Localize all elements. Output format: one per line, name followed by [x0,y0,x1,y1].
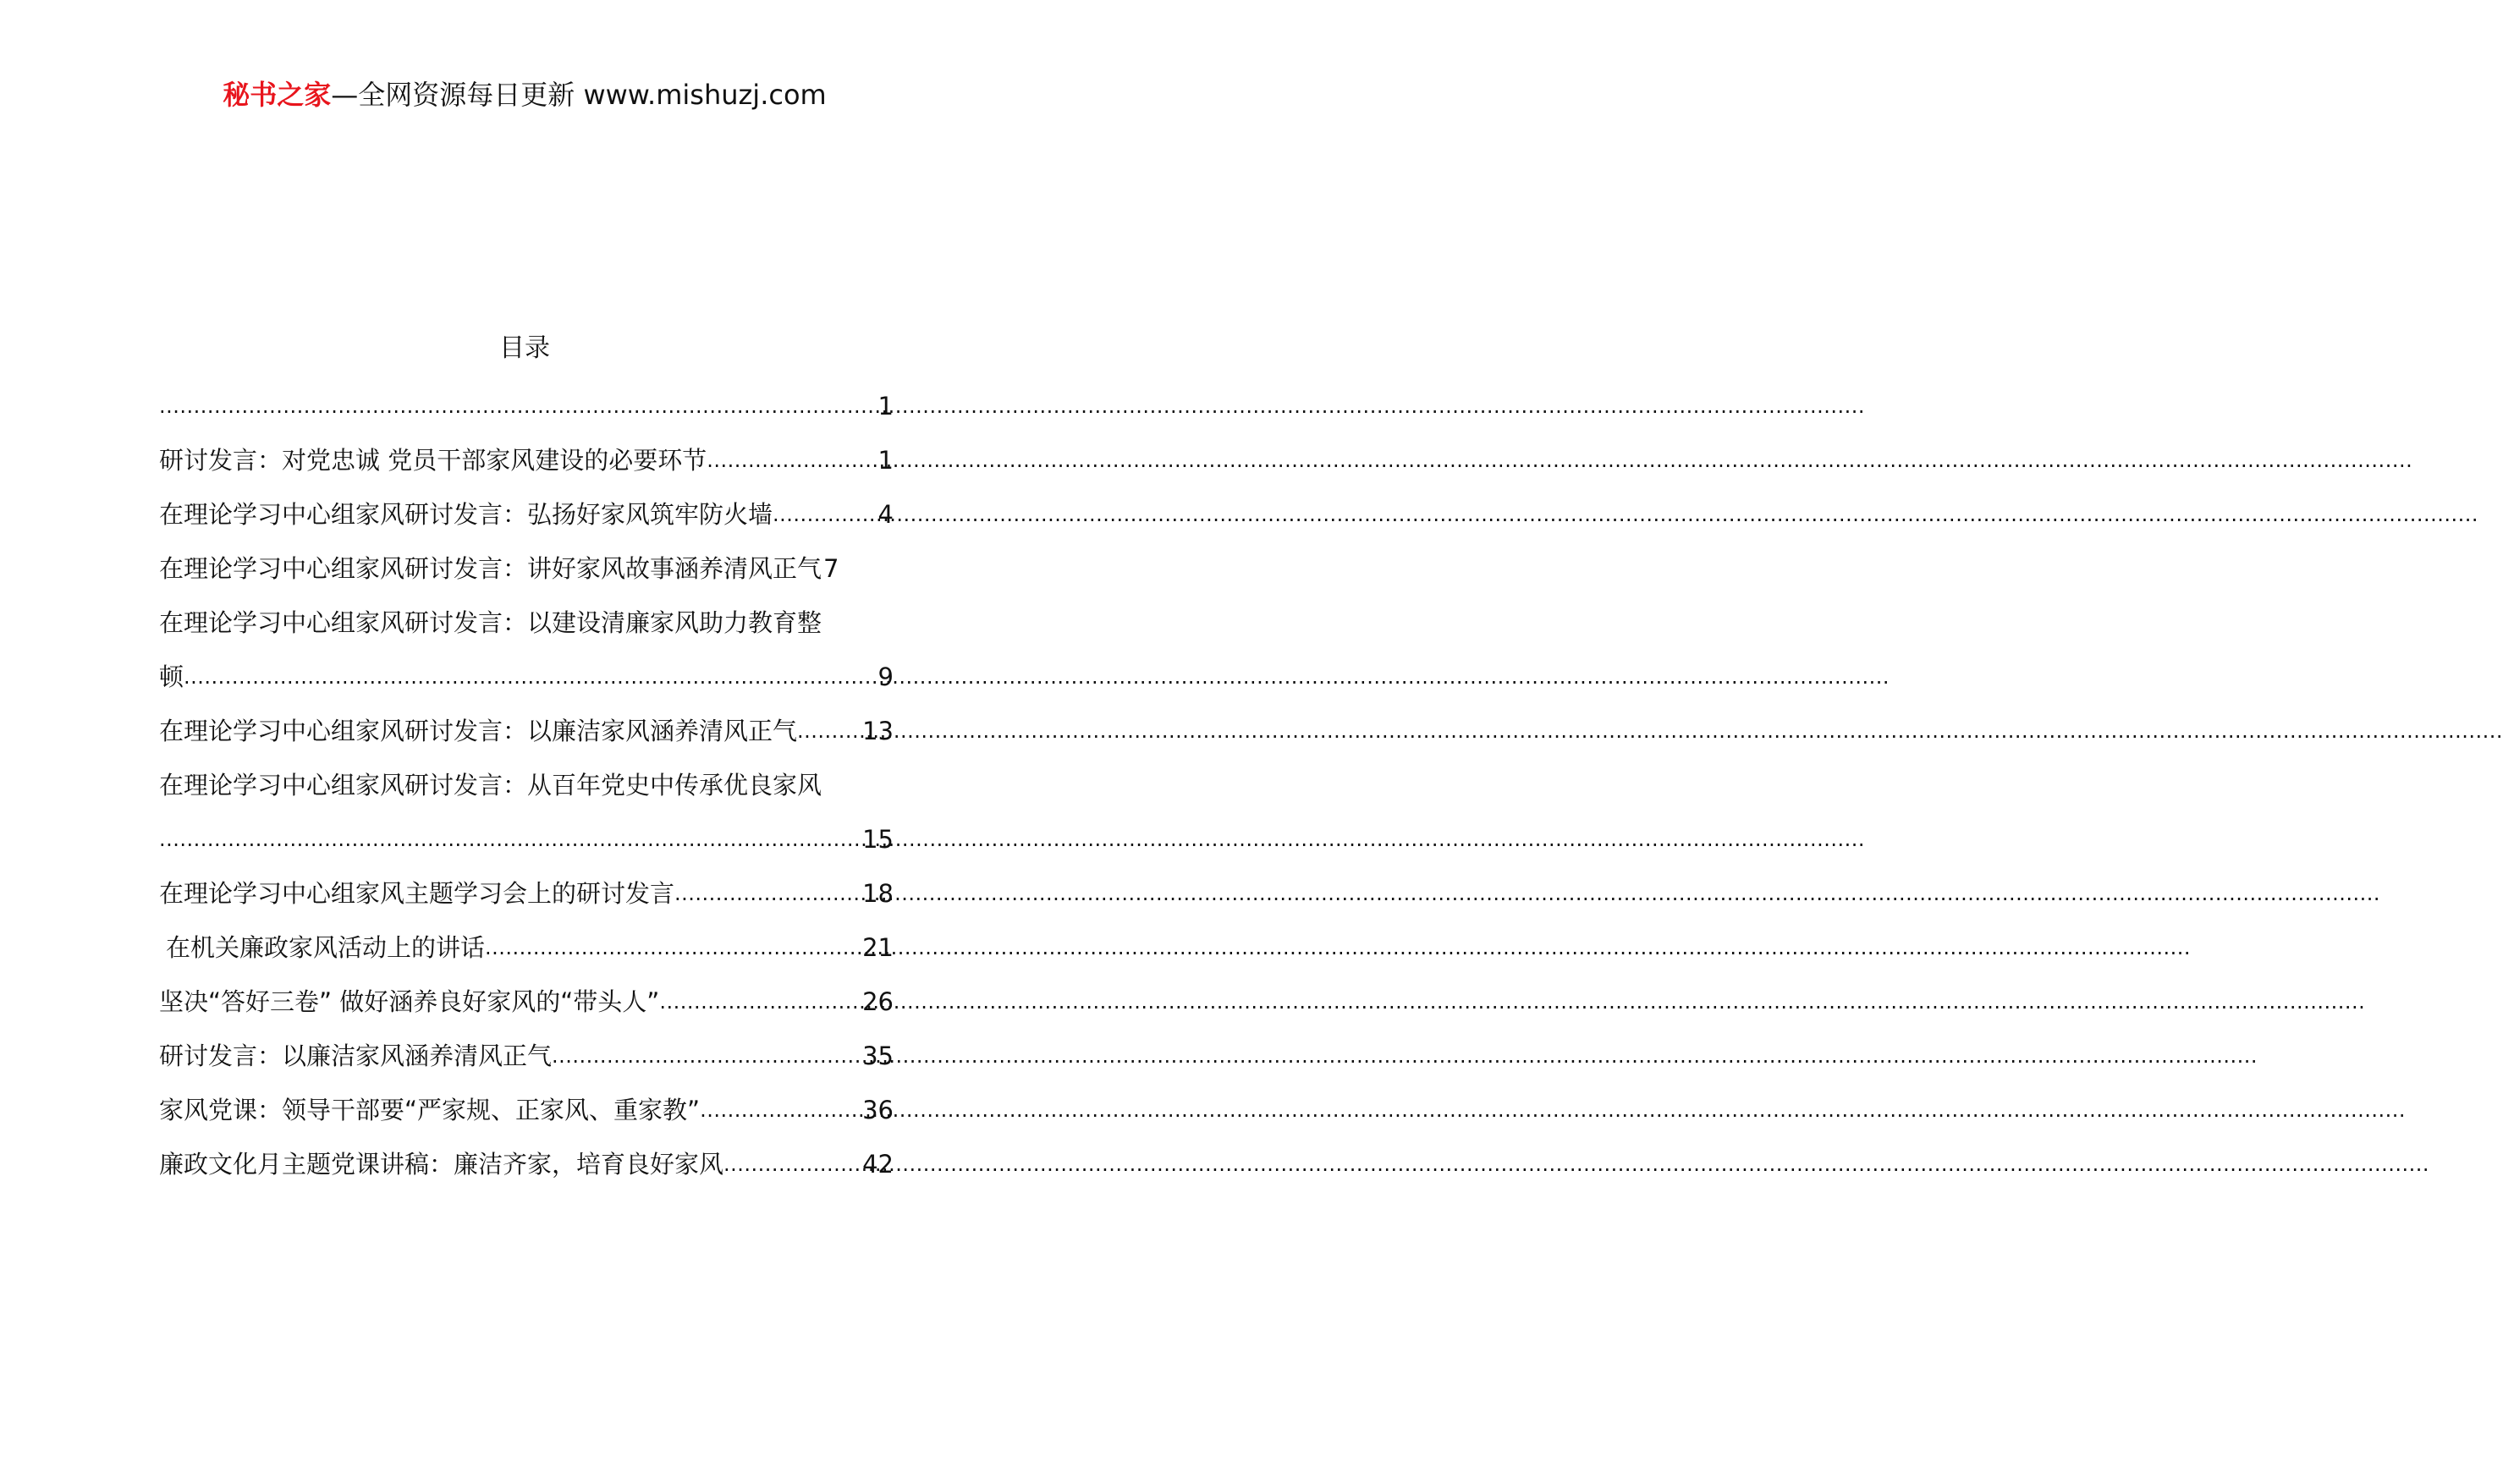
toc-leader-dots [773,494,877,533]
toc-entry-page: 42 [862,1150,894,1179]
toc-leader-dots [184,657,877,695]
toc-leader-dots [700,1090,861,1129]
toc-entry-page: 1 [877,392,894,420]
toc-entry-page: 35 [862,1042,894,1070]
toc-entry-title: 在理论学习中心组家风研讨发言：从百年党史中传承优良家风 [159,771,822,800]
toc-entry[interactable] [159,1091,894,1129]
toc-entry-title: 廉政文化月主题党课讲稿：廉洁齐家，培育良好家风 [159,1150,724,1179]
toc-entry-page: 9 [877,662,894,691]
toc-entry-page: 13 [862,717,894,745]
toc-entry[interactable] [166,929,894,966]
toc-entry-title: 顿 [159,662,184,691]
toc-entry-page: 18 [862,879,894,908]
toc-leader-dots [707,440,876,479]
toc-leader-dots [797,711,861,750]
toc-entry[interactable] [159,550,894,587]
toc-entry-title: 在理论学习中心组家风主题学习会上的研讨发言 [159,879,675,908]
brand-name: 秘书之家 [223,79,332,111]
toc-entry-title: 在机关廉政家风活动上的讲话 [166,933,486,962]
toc-entry[interactable] [159,496,894,533]
toc-entry[interactable] [159,387,894,425]
toc-entry-title: 在理论学习中心组家风研讨发言：以廉洁家风涵养清风正气 [159,717,798,745]
toc-entry[interactable] [159,442,894,479]
toc-leader-dots [552,1036,861,1075]
toc-leader-dots [723,1144,861,1183]
toc-leader-dots [485,927,861,966]
toc-entry-page: 36 [862,1096,894,1124]
table-of-contents [0,0,1049,1484]
toc-entry-title: 研讨发言：以廉洁家风涵养清风正气 [159,1042,553,1070]
toc-entry-title: 在理论学习中心组家风研讨发言：以建设清廉家风助力教育整 [159,608,822,637]
toc-entry-title: 家风党课：领导干部要“严家规、正家风、重家教” [159,1096,701,1124]
toc-entry-title: 坚决“答好三卷” 做好涵养良好家风的“带头人” [159,987,660,1016]
toc-entry-title: 在理论学习中心组家风研讨发言：弘扬好家风筑牢防火墙 [159,500,773,529]
toc-entry[interactable] [159,1146,894,1183]
toc-entry[interactable] [159,875,894,912]
toc-leader-dots [159,386,877,425]
toc-entry-page: 21 [862,933,894,962]
toc-entry[interactable] [159,604,894,641]
toc-entry-page: 7 [823,554,839,583]
toc-entry[interactable] [159,767,894,804]
toc-entry-page: 26 [862,987,894,1016]
toc-entry-title: 研讨发言：对党忠诚 党员干部家风建设的必要环节 [159,446,707,475]
toc-leader-dots [159,819,861,858]
toc-entry-page: 4 [877,500,894,529]
toc-entry-continuation[interactable] [159,658,894,695]
toc-leader-dots [659,981,861,1020]
toc-title: 目录 [499,333,550,363]
toc-entry-continuation[interactable] [159,821,894,858]
toc-entry[interactable] [159,712,894,750]
toc-entry-page: 15 [862,825,894,854]
toc-entry[interactable] [159,983,894,1020]
header-tagline: —全网资源每日更新 www.mishuzj.com [331,79,827,111]
toc-entry-title: 在理论学习中心组家风研讨发言：讲好家风故事涵养清风正气 [159,554,822,583]
toc-entry[interactable] [159,1037,894,1075]
toc-entry-page: 1 [877,446,894,475]
toc-leader-dots [674,873,861,912]
